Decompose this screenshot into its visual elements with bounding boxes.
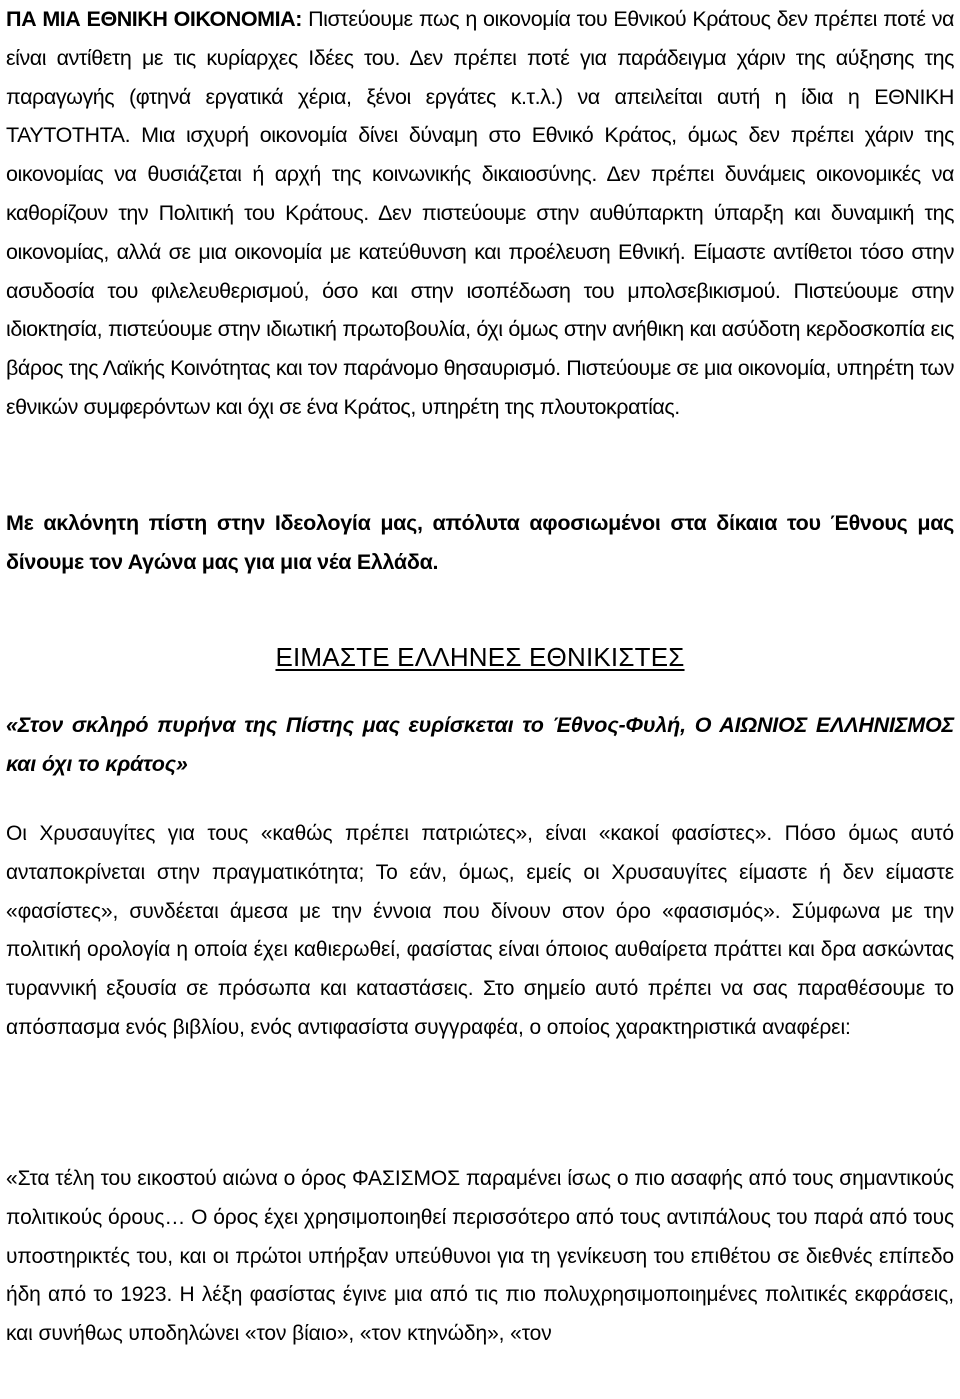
closing-statement: Με ακλόνητη πίστη στην Ιδεολογία μας, απόλυτα αφοσιωμένοι στα δίκαια του Έθνους μας δίνουμε τον Αγώνα μας για μια νέα Ελλάδα. xyxy=(6,511,954,574)
section-heading-text: ΕΙΜΑΣΤΕ ΕΛΛΗΝΕΣ ΕΘΝΙΚΙΣΤΕΣ xyxy=(275,642,685,672)
section-heading xyxy=(0,637,960,677)
economy-paragraph xyxy=(6,0,954,427)
body-paragraph-fascism: Οι Χρυσαυγίτες για τους «καθώς πρέπει πατριώτες», είναι «κακοί φασίστες». Πόσο όμως αυτό ανταποκρίνεται στην πραγματικότητα; Το εάν, όμως, εμείς οι Χρυσαυγίτες είμαστε ή δεν είμαστε «φασίστες», συνδέεται άμεσα με την έννοια που δίνουν στον όρο «φασισμός». Σύμφωνα με την πολιτική ορολογία η οποία έχει καθιερωθεί, φασίστας είναι όποιος αυθαίρετα πράττει και δρα ασκώντας τυραννική εξουσία σε πρόσωπα και καταστάσεις. Στο σημείο αυτό πρέπει να σας παραθέσουμε το απόσπασμα ενός βιβλίου, ενός αντιφασίστα συγγραφέα, ο οποίος χαρακτηριστικά αναφέρει: xyxy=(6,822,954,1039)
economy-lead-heading: ΠΑ ΜΙΑ ΕΘΝΙΚΗ ΟΙΚΟΝΟΜΙΑ: xyxy=(6,7,302,31)
body-paragraph-excerpt: «Στα τέλη του εικοστού αιώνα ο όρος ΦΑΣΙΣΜΟΣ παραμένει ίσως ο πιο ασαφής από τους σημαντικούς πολιτικούς όρους… Ο όρος έχει χρησιμοποιηθεί περισσότερο από τους αντιπάλους του παρά από τους υποστηρικτές του, και οι πρώτοι υπήρξαν υπεύθυνοι για τη γενίκευση του επιθέτου σε διεθνές επίπεδο ήδη από το 1923. Η λέξη φασίστας έγινε μια από τις πιο πολυχρησιμοποιημένες πολιτικές εκφράσεις, και συνήθως υποδηλώνει «τον βίαιο», «τον κτηνώδη», «τον xyxy=(6,1167,954,1346)
economy-paragraph-text: Πιστεύουμε πως η οικονομία του Εθνικού Κράτους δεν πρέπει ποτέ να είναι αντίθετη με τις κυρίαρχες Ιδέες του. Δεν πρέπει ποτέ για παράδειγμα χάριν της αύξησης της παραγωγής (φτηνά εργατικά χέρια, ξένοι εργάτες κ.τ.λ.) να απειλείται αυτή η ίδια η ΕΘΝΙΚΗ ΤΑΥΤΟΤΗΤΑ. Μια ισχυρή οικονομία δίνει δύναμη στο Εθνικό Κράτος, όμως δεν πρέπει χάριν της οικονομίας να θυσιάζεται ή αρχή της κοινωνικής δικαιοσύνης. Δεν πρέπει δυνάμεις οικονομικές να καθορίζουν την Πολιτική του Κράτους. Δεν πιστεύουμε στην αυθύπαρκτη ύπαρξη και δυναμική της οικονομίας, αλλά σε μια οικονομία με κατεύθυνση και προέλευση Εθνική. Είμαστε αντίθετοι τόσο στην ασυδοσία του φιλελευθερισμού, όσο και στην ισοπέδωση του μπολσεβικισμού. Πιστεύουμε στην ιδιοκτησία, πιστεύουμε στην ιδιωτική πρωτοβουλία, όχι όμως στην ανήθικη και ασύδοτη κερδοσκοπία εις βάρος της Λαϊκής Κοινότητας και τον παράνομο θησαυρισμό. Πιστεύουμε σε μια οικονομία, υπηρέτη των εθνικών συμφερόντων και όχι σε ένα Κράτος, υπηρέτη της πλουτοκρατίας. xyxy=(6,7,955,419)
section-quote: «Στον σκληρό πυρήνα της Πίστης μας ευρίσκεται το Έθνος-Φυλή, Ο ΑΙΩΝΙΟΣ ΕΛΛΗΝΙΣΜΟΣ και όχι το κράτος» xyxy=(6,713,954,776)
